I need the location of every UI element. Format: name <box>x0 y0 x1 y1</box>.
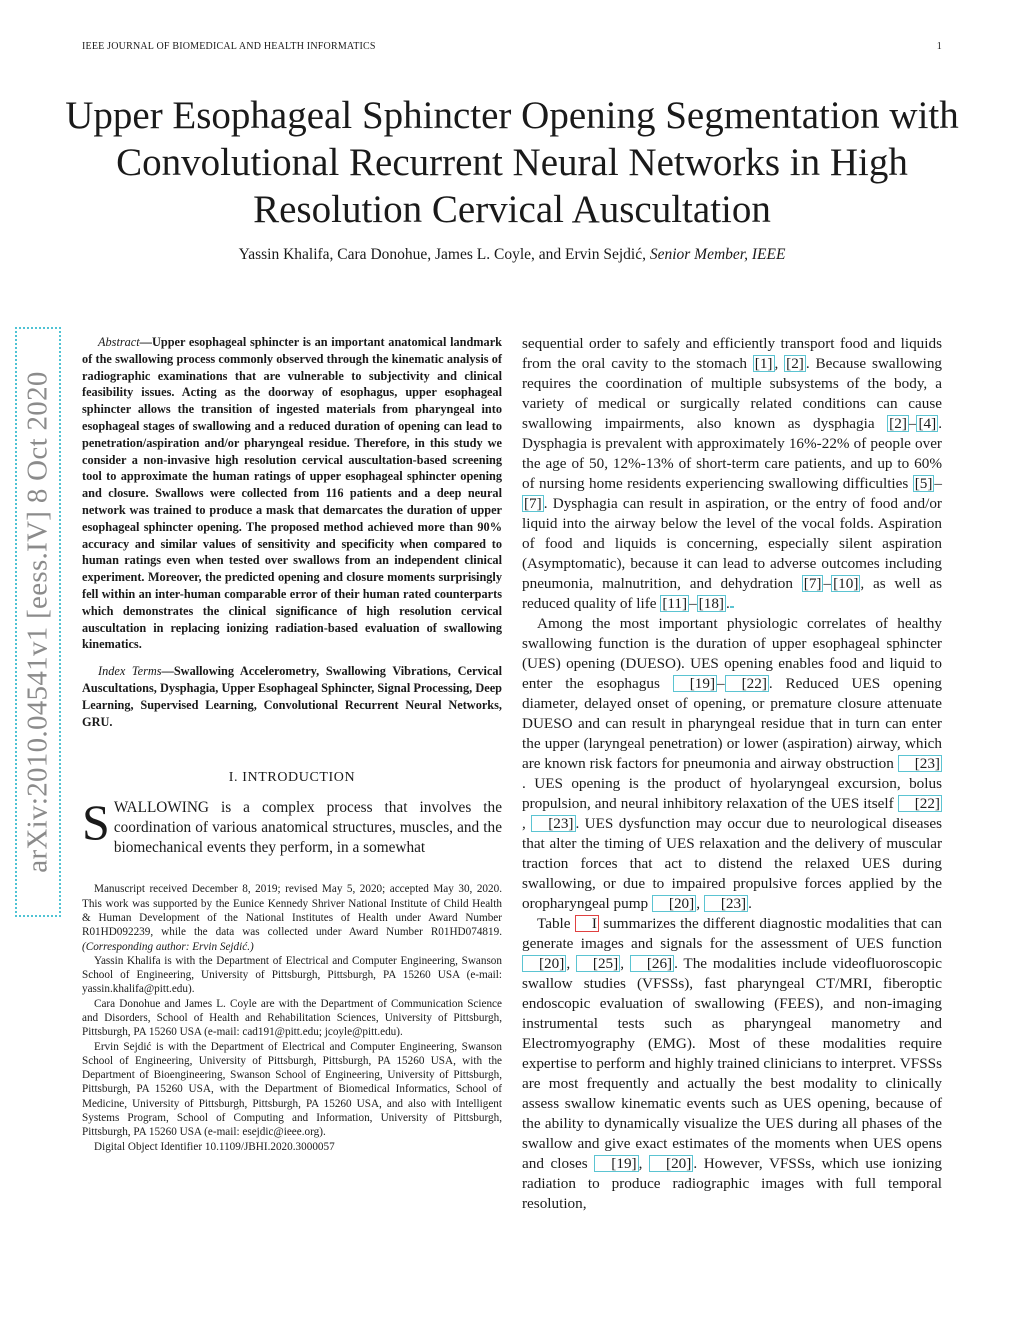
citation-link[interactable]: [22] <box>898 795 942 812</box>
citation-link[interactable]: [20] <box>522 955 566 972</box>
section-number: I. <box>228 770 239 786</box>
citation-link[interactable]: [18] <box>698 595 724 612</box>
body-paragraph-2: Among the most important physiologic correlates of healthy swallowing function is the duration of upper esophageal sphincter (UES) opening (DUESO). UES opening enables food and liquid to enter the esophagus [19] – [22] . Reduced UES opening diameter, delayed onset of opening, or premature closure attenuate DUESO and can result in pharyngeal residue that in turn can enter the upper (laryngeal penetration) or lower (aspiration) airway, which are known risk factors for pneumonia and airway obstruction [23]. UES opening is the product of hyolaryngeal excursion, bolus propulsion, and neural inhibitory relaxation of the UES itself [22], [23] . UES dysfunction may occur due to neurological diseases that alter the timing of UES relaxation and the delivery of muscular traction forces that act to distend the relaxed UES during swallowing, or due to impaired propulsive forces applied by the oropharyngeal pump [20] , [23] . <box>522 615 943 912</box>
body-paragraph-1: sequential order to safely and efficiently transport food and liquids from the oral cavity to the stomach [1] , [2] . Because swallowing requires the coordination of multiple subsystems of the body, a variety of medical or surgically related conditions can cause swallowing impairments, also known as dysphagia [2] – [4] . Dysphagia is prevalent with approximately 16%-22% of people over the age of 50, 12%-13% of short-term care patients, and up to 60% of nursing home residents experiencing swallowing difficulties [5] –[7] . Dysphagia can result in aspiration, or the entry of food and/or liquid into the airway below the level of the vocal folds. Aspiration of food and liquids is concerning, especially silent aspiration (Asymptomatic), because it can lead to adverse outcomes including pneumonia, malnutrition, and dehydration [7] – [10] , as well as reduced quality of life [11] – [18] . <box>522 335 943 612</box>
footnote-author-2: Cara Donohue and James L. Coyle are with the Department of Communication Science and Disorders, School of Health and Rehabilitation Sciences, University of Pittsburgh, Pittsburgh, PA 15260 USA (e-mail: cad191@pitt.edu; jcoyle@pitt.edu). <box>82 997 502 1039</box>
intro-text: is a complex process that involves the coordination of various anatomical structures, muscles, and the biomechanical events they perform, in a somewhat <box>113 799 502 857</box>
citation-link[interactable]: [1] <box>754 355 773 372</box>
footnote-author-3: Ervin Sejdić is with the Department of Electrical and Computer Engineering, Swanson School of Engineering, University of Pittsburgh, Pittsburgh, PA 15260 USA, with the Department of Bioengineering, Swanson School of Engineering, University of Pittsburgh, Pittsburgh, PA 15260 USA, with the Department of Biomedical Informatics, School of Medicine, University of Pittsburgh, Pittsburgh, PA 15260 USA, and also with Intelligent Systems Program, School of Computing and Information, University of Pittsburgh, Pittsburgh, PA 15260 USA (e-mail: esejdic@ieee.org). <box>82 1040 502 1139</box>
author-membership: Senior Member, IEEE <box>649 246 786 263</box>
citation-link[interactable]: [11] <box>662 595 688 612</box>
citation-link[interactable]: [23] <box>531 815 575 832</box>
paper-title: Upper Esophageal Sphincter Opening Segmentation with Convolutional Recurrent Neural Networks in High Resolution Cervical Auscultation <box>65 94 959 231</box>
footnotes <box>82 882 502 1154</box>
intro-smallcaps: WALLOWING <box>113 799 209 817</box>
citation-link[interactable]: [20] <box>649 1155 693 1172</box>
abstract-lead: Abstract <box>98 335 140 349</box>
citation-link[interactable]: [2] <box>786 355 804 372</box>
footnote-manuscript: Manuscript received December 8, 2019; revised May 5, 2020; accepted May 30, 2020. This work was supported by the Eunice Kennedy Shriver National Institute of Child Health & Human Development of the National Institutes of Health under Award Number R01HD092239, while the data was collected under Award Number R01HD074819. (Corresponding author: Ervin Sejdić.) <box>82 883 502 953</box>
citation-link[interactable]: [19] <box>594 1155 638 1172</box>
section-heading <box>82 770 502 786</box>
body-paragraph-3: Table I summarizes the different diagnostic modalities that can generate images and signals for the assessment of UES function [20] , [25] , [26] . The modalities include videofluoroscopic swallow studies (VFSSs), fast pharyngeal CT/MRI, fiberoptic endoscopic evaluation of swallowing (FEES), and non-imaging instrumental tests such as pharyngeal manometry and Electromyography (EMG). Most of these modalities require expertise to perform and highly trained clinicians to interpret. VFSSs are most frequently and actually the best modality to clinically assess swallow kinematic events such as UES opening, because of the ability to dynamically visualize the UES during all phases of the swallow and give exact estimates of the moments when UES opens and closes [19] , [20] . However, VFSSs, which use ionizing radiation to produce radiographic images with full temporal resolution, <box>522 915 943 1212</box>
citation-link[interactable]: [26] <box>630 955 674 972</box>
abstract: Abstract—Upper esophageal sphincter is an important anatomical landmark of the swallowing process commonly observed through the kinematic analysis of radiographic examinations that are vulnerable to subjectivity and clinical feasibility issues. Acting as the doorway of esophagus, upper esophageal sphincter allows the transition of ingested materials from pharyngeal into esophageal stages of swallowing and a reduced duration of opening can lead to penetration/aspiration and/or pharyngeal residue. Therefore, in this study we consider a non-invasive high resolution cervical auscultation-based screening tool to approximate the human ratings of upper esophageal sphincter opening and closure. Swallows were collected from 116 patients and a deep neural network was trained to produce a mask that demarcates the duration of upper esophageal sphincter opening. The proposed method achieved more than 90% accuracy and similar values of sensitivity and specificity when compared to human ratings even when tested over swallows from an independent clinical experiment. Moreover, the predicted opening and closure moments surprisingly fell within an inter-human comparable error of their human rated counterparts which demonstrates the clinical significance of high resolution cervical auscultation in replacing ionizing radiation-based evaluation of swallowing kinematics. <box>82 335 502 652</box>
drop-cap: S <box>82 794 110 851</box>
section-initial: I <box>242 770 248 786</box>
citation-link[interactable]: [7] <box>524 495 542 512</box>
citation-link[interactable]: [7] <box>803 575 822 592</box>
table-reference-link[interactable]: I <box>575 915 599 932</box>
arxiv-identifier: arXiv:2010.04541v1 [eess.IV] 8 Oct 2020 <box>21 371 54 873</box>
citation-link[interactable]: [2] <box>889 415 907 432</box>
citation-link[interactable]: [25] <box>576 955 620 972</box>
citation-link[interactable] <box>730 606 734 608</box>
citation-link[interactable]: [5] <box>914 475 933 492</box>
footnote-doi: Digital Object Identifier 10.1109/JBHI.2020.3000057 <box>94 1140 335 1153</box>
section-title-rest: NTRODUCTION <box>247 770 356 786</box>
citation-link[interactable]: [4] <box>918 415 937 432</box>
running-head <box>82 41 942 57</box>
index-terms-text: Swallowing Accelerometry, Swallowing Vibrations, Cervical Auscultations, Dysphagia, Upper Esophageal Sphincter, Signal Processing, Deep Learning, Supervised Learning, Convolutional Recurrent Neural Networks, GRU. <box>82 664 502 729</box>
abstract-text: Upper esophageal sphincter is an important anatomical landmark of the swallowing process commonly observed through the kinematic analysis of radiographic examinations that are vulnerable to subjectivity and clinical feasibility issues. Acting as the doorway of esophagus, upper esophageal sphincter allows the transition of ingested materials from pharyngeal into esophageal stages of swallowing and a reduced duration of opening can lead to penetration/aspiration and/or pharyngeal residue. Therefore, in this study we consider a non-invasive high resolution cervical auscultation-based screening tool to approximate the human ratings of upper esophageal sphincter opening and closure. Swallows were collected from 116 patients and a deep neural network was trained to produce a mask that demarcates the duration of upper esophageal sphincter opening. The proposed method achieved more than 90% accuracy and similar values of sensitivity and specificity when compared to human ratings even when tested over swallows from an independent clinical experiment. Moreover, the predicted opening and closure moments surprisingly fell within an inter-human comparable error of their human rated counterparts which demonstrates the clinical significance of high resolution cervical auscultation in replacing ionizing radiation-based evaluation of swallowing kinematics. <box>82 335 502 652</box>
page-number: 1 <box>936 41 942 52</box>
footnote-author-1: Yassin Khalifa is with the Department of Electrical and Computer Engineering, Swanson School of Engineering, University of Pittsburgh, Pittsburgh, PA 15260 USA (e-mail: yassin.khalifa@pitt.edu). <box>82 954 502 996</box>
citation-link[interactable]: [10] <box>833 575 859 592</box>
index-terms: Index Terms—Swallowing Accelerometry, Swallowing Vibrations, Cervical Auscultations, Dysphagia, Upper Esophageal Sphincter, Signal Processing, Deep Learning, Supervised Learning, Convolutional Recurrent Neural Networks, GRU. <box>82 664 502 729</box>
citation-link[interactable]: [22] <box>725 675 769 692</box>
citation-link[interactable]: [19] <box>673 675 717 692</box>
intro-paragraph <box>82 794 502 858</box>
author-names: Yassin Khalifa, Cara Donohue, James L. Coyle, and Ervin Sejdić, <box>238 246 646 263</box>
index-terms-lead: Index Terms <box>98 664 162 679</box>
corresponding-author: (Corresponding author: Ervin Sejdić.) <box>82 940 254 953</box>
citation-link[interactable]: [23] <box>898 755 942 772</box>
right-column <box>522 334 942 1214</box>
left-column <box>82 334 502 1154</box>
journal-name: IEEE JOURNAL OF BIOMEDICAL AND HEALTH INFORMATICS <box>82 41 376 52</box>
citation-link[interactable]: [23] <box>704 895 748 912</box>
arxiv-stamp[interactable] <box>15 327 61 917</box>
author-line <box>60 246 964 264</box>
citation-link[interactable]: [20] <box>652 895 696 912</box>
